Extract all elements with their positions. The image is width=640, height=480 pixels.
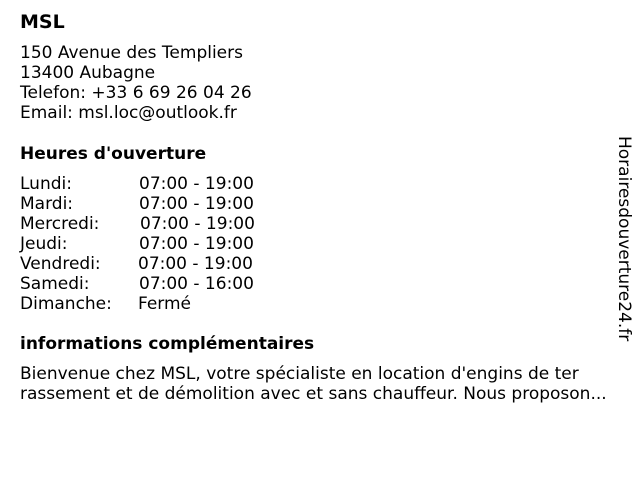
- description-text: [20, 364, 610, 404]
- day-label: Mardi:: [20, 194, 74, 214]
- day-label: Mercredi:: [20, 214, 100, 234]
- day-label: Jeudi:: [20, 234, 68, 254]
- description-line: rassement et de démolition avec et sans chauffeur. Nous proposon...: [20, 384, 607, 404]
- time-value: 07:00 - 19:00: [139, 234, 254, 254]
- time-value: 07:00 - 19:00: [140, 214, 255, 234]
- phone-number: Telefon: +33 6 69 26 04 26: [20, 83, 252, 103]
- day-label: Dimanche:: [20, 294, 112, 314]
- time-value: 07:00 - 19:00: [139, 194, 254, 214]
- day-label: Samedi:: [20, 274, 90, 294]
- time-value: Fermé: [138, 294, 192, 314]
- info-title: informations complémentaires: [20, 334, 315, 354]
- email-address: Email: msl.loc@outlook.fr: [20, 103, 237, 123]
- time-value: 07:00 - 19:00: [138, 254, 253, 274]
- time-value: 07:00 - 19:00: [139, 174, 254, 194]
- site-watermark: Horairesdouverture24.fr: [614, 136, 634, 342]
- description-line: Bienvenue chez MSL, votre spécialiste en location d'engins de ter: [20, 364, 579, 384]
- address-street: 150 Avenue des Templiers: [20, 43, 243, 63]
- address-block: [20, 43, 252, 123]
- time-value: 07:00 - 16:00: [139, 274, 254, 294]
- hours-title: Heures d'ouverture: [20, 144, 207, 164]
- business-name: MSL: [20, 11, 65, 33]
- day-label: Vendredi:: [20, 254, 101, 274]
- day-label: Lundi:: [20, 174, 72, 194]
- address-city: 13400 Aubagne: [20, 63, 156, 83]
